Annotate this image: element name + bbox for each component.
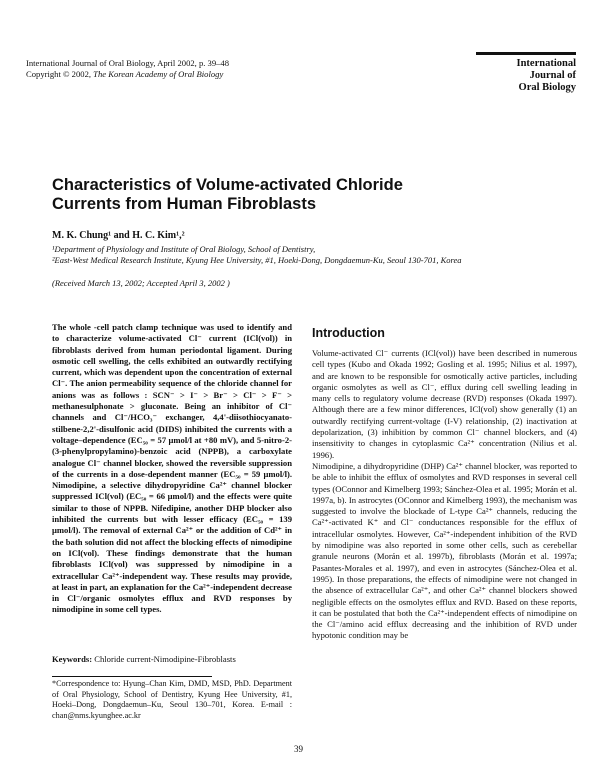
authors: M. K. Chung¹ and H. C. Kim¹,² [52, 230, 185, 241]
abstract: The whole -cell patch clamp technique was used to identify and to characterize volume-activated Cl⁻ current (ICl(vol)) in fibroblasts derived from human periodontal ligament. During osmotic cell swelling, the cells exhibited an outwardly rectifying current, which was dependent upon the concentration of external Cl⁻. The anion permeability sequence of the chloride channel for anions was as follows : SCN⁻ > I⁻ > Br⁻ > Cl⁻ > F⁻ > methanesulphonate > gluconate. Being an inhibitor of Cl⁻ channels and Cl⁻/HCO₃⁻ exchanger, 4,4'-diisothiocyanato-stilbene-2,2'-disulfonic acid (DIDS) inhibited the currents with a voltage–dependence (EC₅₀ = 57 μmol/l at +80 mV), and 5-nitro-2-(3-phenylpropylamino)-benzoic acid (NPPB), a carboxylate analogue Cl⁻ channel blocker, showed the reversible suppression of the currents in a dose-dependent manner (EC₅₀ = 59 μmol/l). Nimodipine, a selective dihydropyridine Ca²⁺ channel blocker suppressed ICl(vol) (EC₅₀ = 66 μmol/l) and the effects were quite similar to those of NPPB. Nifedipine, another DHP blocker also inhibited the currents but with lesser efficacy (EC₅₀ = 139 μmol/l). The removal of external Ca²⁺ or the addition of Cd²⁺ in the bath solution did not affect the blocking effects of nimodipine on ICl(vol). These findings demonstrate that the human fibroblasts ICl(vol) was suppressed by nimodipine in a extracellular Ca²⁺-independent way. These results may provide, at least in part, an explanation for the Ca²⁺-independent decrease in Cl⁻/organic osmolytes efflux and RVD responses by nimodipine in some cell types. [52, 322, 292, 615]
journal-citation [26, 58, 229, 80]
affiliations [52, 244, 462, 266]
introduction-heading: Introduction [312, 326, 385, 340]
introduction-body [312, 348, 577, 642]
copyright-society: The Korean Academy of Oral Biology [93, 69, 224, 79]
intro-paragraph-2: Nimodipine, a dihydropyridine (DHP) Ca²⁺ channel blocker, was reported to be able to inhibit the efflux of osmolytes and RVD responses in several cell types (OConnor and Kimelberg 1993; Sánchez-Olea et al. 1995; Morán et al. 1997a, b). In astrocytes (OConnor and Kimelberg 1993), the mechanism was suggested to involve the blockade of L-type Ca²⁺ channels, reducing the Ca²⁺-activated K⁺ and Cl⁻ conductances responsible for the efflux of intracellular osmolytes. However, Ca²⁺-independent inhibition of the RVD by nimodipine was also reported in some other cells, such as cerebellar granule neurons (Morán et al. 1997b), fibroblasts (Morán et al. 1997a; Pasantes-Morales et al. 1997), and even in astrocytes (Sánchez-Olea et al. 1995). In those preparations, the effects of nimodipine were not changed in the absence of extracellular Ca²⁺, and other Ca²⁺ channel blockers showed negligible effects on the osmolytes efflux and RVD. Based on these reports, it can be postulated that both the Ca²⁺-independent effects of nimodipine on the Cl⁻/amino acid efflux decreasing and the inhibition of RVD under hypotonic condition may be [312, 460, 577, 641]
journal-logo [476, 52, 576, 94]
logo-line-1: International [516, 58, 576, 69]
intro-paragraph-1: Volume-activated Cl⁻ currents (ICl(vol)) have been described in numerous cell types (Kubo and Okada 1992; Gosling et al. 1995; Nilius et al. 1997), and are known to be responsible for osmotically active particles, including organic osmolytes as well as Cl⁻, efflux during cell swelling leading in many cells to regulatory volume decrease (RVD) responses (Okada 1997). Although there are a few minor differences, ICl(vol) show generally (1) an outwardly rectifying current-voltage (I-V) relationship, (2) inactivation at depolarization, (3) inhibition by common Cl⁻ channel blockers, and (4) insensitivity to changes in cytoplasmic Ca²⁺ concentration (Nilius et al. 1996). [312, 348, 577, 460]
keywords-text: Chloride current-Nimodipine-Fibroblasts [92, 654, 236, 664]
journal-line: International Journal of Oral Biology, April 2002, p. 39–48 [26, 58, 230, 68]
article-title: Characteristics of Volume-activated Chloride Currents from Human Fibroblasts [52, 176, 403, 213]
copyright-line [26, 69, 229, 80]
logo-line-2: Journal of [529, 70, 576, 81]
received-dates: (Received March 13, 2002; Accepted April 3, 2002 ) [52, 278, 230, 288]
logo-line-3: Oral Biology [518, 82, 576, 93]
affiliation-2: ²East-West Medical Research Institute, Kyung Hee University, #1, Hoeki-Dong, Dongdaemun-Ku, Seoul 130-701, Korea [52, 255, 462, 265]
correspondence-footnote: *Correspondence to: Hyung–Chan Kim, DMD, MSD, PhD. Department of Oral Physiology, School of Dentistry, Kyung Hee University, #1, Hoeki–Dong, Dongdaemun–Ku, Seoul 130–701, Korea. E-mail : chan@nms.kyunghee.ac.kr [52, 679, 292, 720]
page-number: 39 [294, 744, 303, 754]
keywords-label: Keywords: [52, 654, 93, 664]
copyright-text: Copyright © 2002, [26, 69, 94, 79]
keywords [52, 654, 292, 664]
footnote-divider [52, 676, 212, 677]
logo-rule [476, 52, 576, 55]
affiliation-1: ¹Department of Physiology and Institute of Oral Biology, School of Dentistry, [52, 244, 316, 254]
